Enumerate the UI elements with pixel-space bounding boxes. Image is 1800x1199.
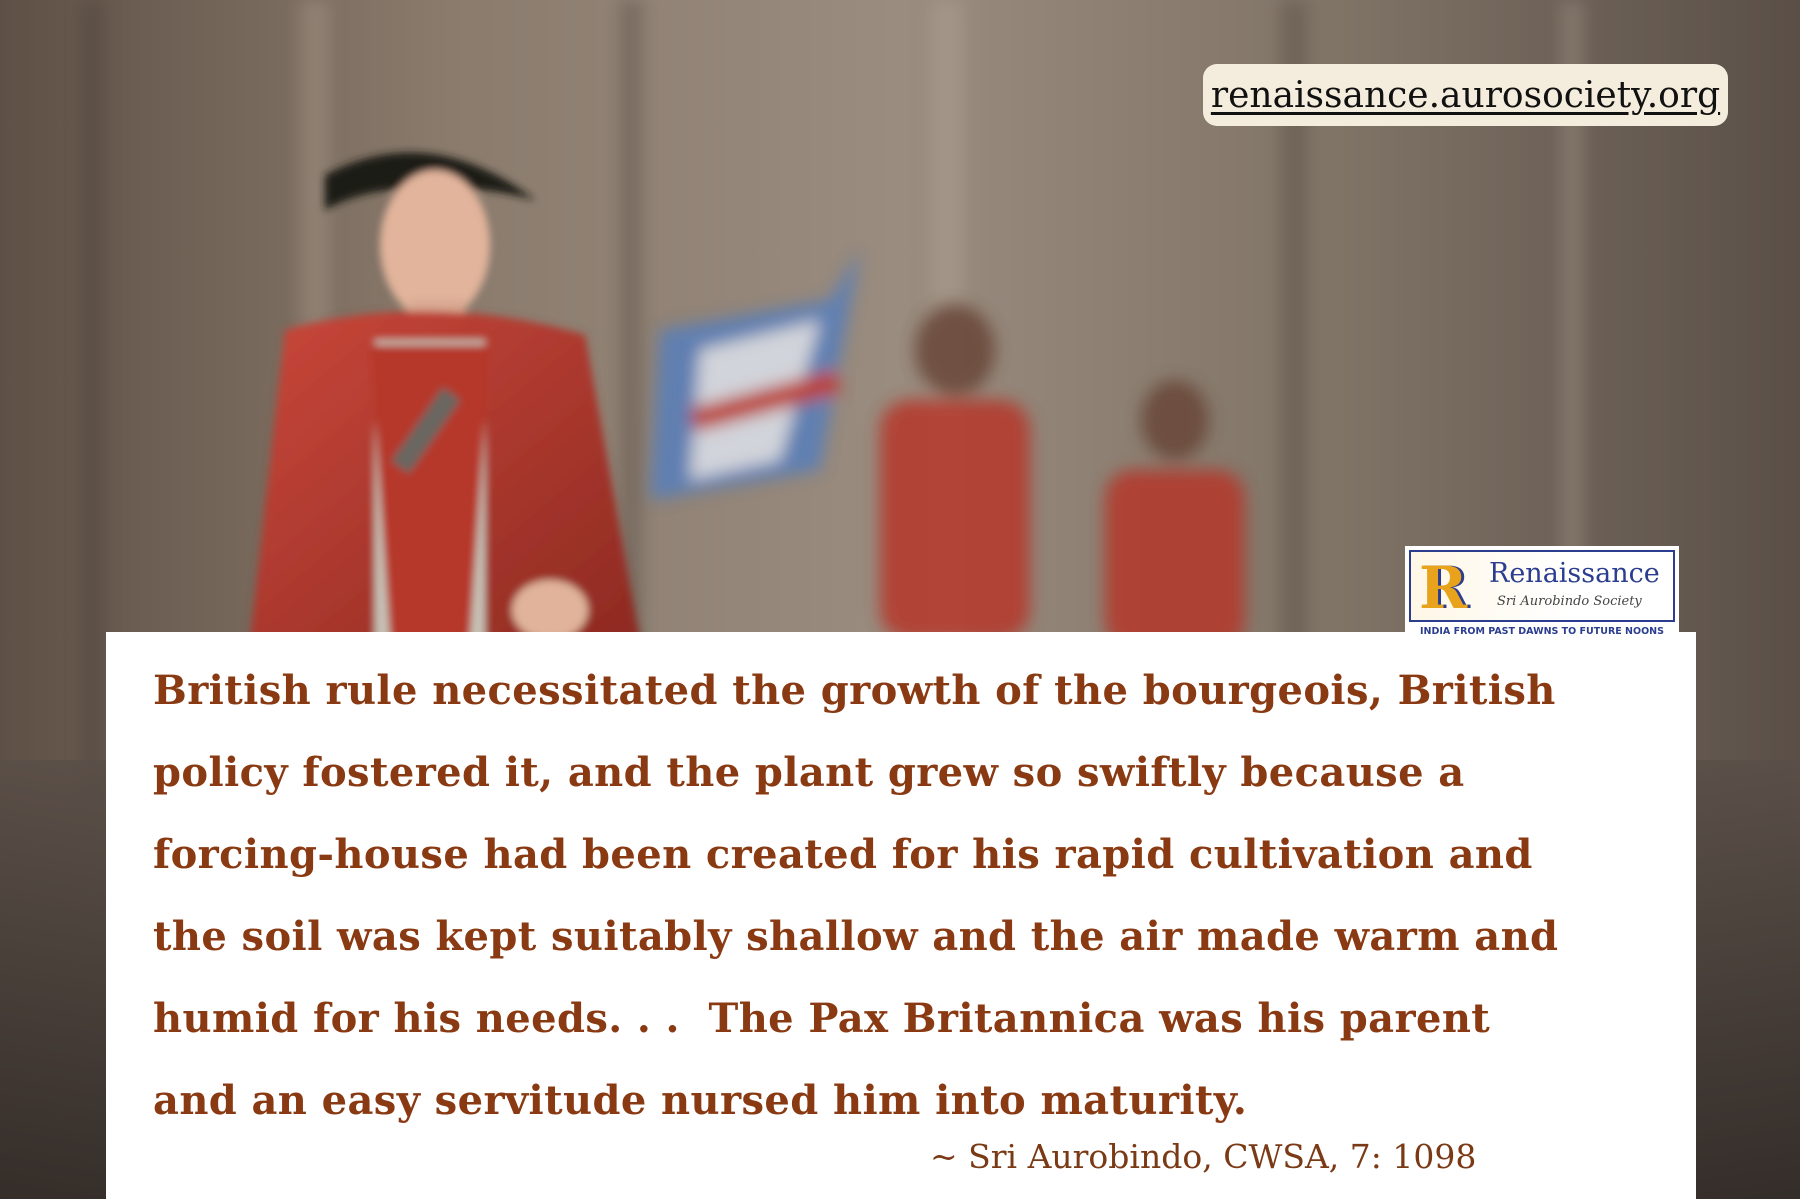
quote-attribution: ~ Sri Aurobindo, CWSA, 7: 1098 [930, 1137, 1477, 1176]
quote-line: policy fostered it, and the plant grew so swiftly because a [153, 749, 1465, 796]
logo-subtitle: Sri Aurobindo Society [1497, 594, 1642, 609]
logo-tagline: INDIA FROM PAST DAWNS TO FUTURE NOONS [1405, 624, 1679, 639]
quote-line: and an easy servitude nursed him into maturity. [153, 1077, 1248, 1124]
quote-line: British rule necessitated the growth of the bourgeois, British [153, 667, 1556, 714]
website-url-badge[interactable]: renaissance.aurosociety.org [1203, 64, 1728, 126]
quote-line: the soil was kept suitably shallow and the air made warm and [153, 913, 1559, 960]
logo-r-icon: R [1419, 554, 1468, 622]
renaissance-logo [1405, 546, 1679, 639]
logo-frame [1409, 550, 1675, 622]
quote-text [153, 650, 1673, 1142]
logo-title: Renaissance [1489, 558, 1660, 589]
quote-line: forcing-house had been created for his rapid cultivation and [153, 831, 1533, 878]
quote-line: humid for his needs. . . The Pax Britannica was his parent [153, 995, 1491, 1042]
